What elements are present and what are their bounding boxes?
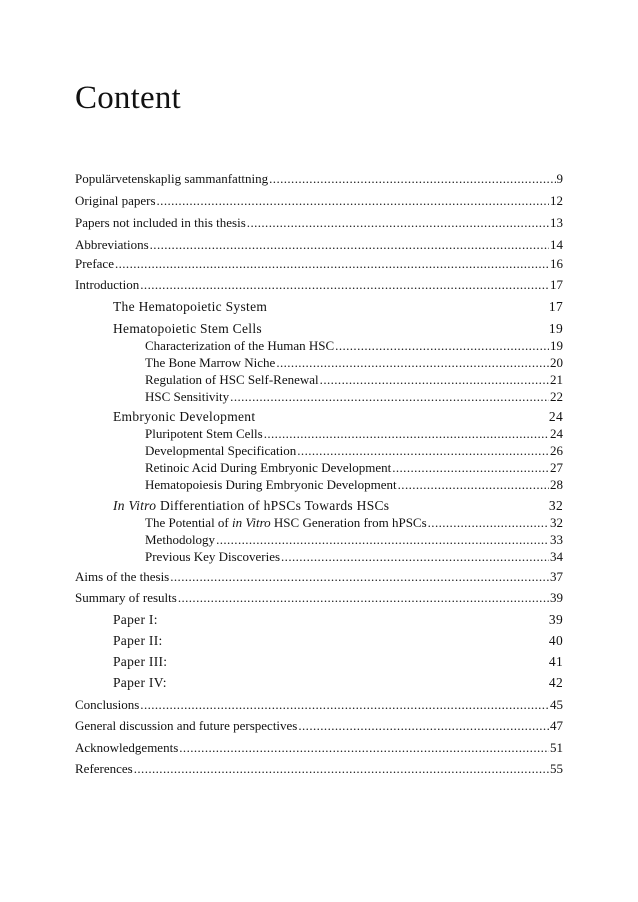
toc-entry-label: Original papers (75, 193, 156, 208)
toc-entry[interactable] (145, 532, 563, 548)
toc-entry-page-number: 21 (550, 372, 563, 387)
toc-entry-label: Regulation of HSC Self-Renewal (145, 372, 319, 387)
toc-entry-label: The Hematopoietic System (113, 299, 268, 314)
toc-entry-label: Pluripotent Stem Cells (145, 426, 263, 441)
toc-entry-page-number: 24 (550, 426, 563, 441)
dot-leader (398, 477, 549, 493)
toc-entry-label: Conclusions (75, 697, 140, 712)
toc-entry-page-number: 26 (550, 443, 563, 458)
toc-entry-page-number: 40 (548, 633, 563, 648)
toc-entry-page-number: 47 (550, 718, 563, 733)
toc-entry-page-number: 17 (548, 299, 563, 314)
toc-entry-label: Abbreviations (75, 237, 149, 252)
dot-leader (115, 256, 549, 272)
dot-leader (269, 171, 555, 187)
toc-entry-label: Paper I: (113, 612, 158, 627)
toc-entry[interactable] (113, 612, 563, 628)
toc-entry-page-number: 34 (550, 549, 563, 564)
dot-leader (150, 237, 549, 253)
toc-entry-page-number: 39 (550, 590, 563, 605)
toc-entry-label: References (75, 761, 133, 776)
toc-entry-label: In Vitro Differentiation of hPSCs Towards HSCs (113, 498, 390, 513)
toc-entry[interactable] (75, 740, 563, 756)
toc-entry[interactable] (145, 372, 563, 388)
toc-entry[interactable] (113, 409, 563, 425)
dot-leader (230, 389, 549, 405)
toc-entry-page-number: 45 (550, 697, 563, 712)
toc-entry-label: The Potential of in Vitro HSC Generation from hPSCs (145, 515, 427, 530)
dot-leader (157, 193, 549, 209)
dot-leader (140, 697, 549, 713)
toc-entry-label: Papers not included in this thesis (75, 215, 246, 230)
toc-entry-page-number: 32 (548, 498, 563, 513)
toc-entry[interactable] (145, 460, 563, 476)
toc-entry-label: Introduction (75, 277, 140, 292)
dot-leader (298, 718, 549, 734)
dot-leader (320, 372, 549, 388)
toc-entry-page-number: 24 (548, 409, 563, 424)
toc-entry[interactable] (145, 426, 563, 442)
dot-leader (170, 569, 549, 585)
toc-entry[interactable] (75, 569, 563, 585)
page-title: Content (75, 80, 181, 116)
toc-entry-page-number: 42 (548, 675, 563, 690)
toc-entry[interactable] (75, 590, 563, 606)
toc-entry-label: Populärvetenskaplig sammanfattning (75, 171, 269, 186)
toc-entry-page-number: 32 (550, 515, 563, 530)
toc-entry[interactable] (75, 193, 563, 209)
toc-entry-page-number: 22 (550, 389, 563, 404)
toc-entry-page-number: 27 (550, 460, 563, 475)
toc-entry-label: Summary of results (75, 590, 177, 605)
toc-entry-page-number: 37 (550, 569, 563, 584)
dot-leader (140, 277, 549, 293)
toc-entry[interactable] (113, 654, 563, 670)
toc-entry[interactable] (145, 389, 563, 405)
dot-leader (179, 740, 549, 756)
toc-entry-label: Characterization of the Human HSC (145, 338, 335, 353)
toc-entry-label: Previous Key Discoveries (145, 549, 281, 564)
toc-entry-label: The Bone Marrow Niche (145, 355, 276, 370)
toc-entry-page-number: 39 (548, 612, 563, 627)
toc-entry-page-number: 9 (556, 171, 563, 186)
dot-leader (134, 761, 549, 777)
toc-entry[interactable] (145, 549, 563, 565)
toc-entry-label: HSC Sensitivity (145, 389, 230, 404)
toc-entry[interactable] (75, 761, 563, 777)
toc-entry-label: General discussion and future perspectives (75, 718, 298, 733)
toc-entry[interactable] (75, 237, 563, 253)
toc-entry[interactable] (113, 299, 563, 315)
toc-entry[interactable] (75, 718, 563, 734)
dot-leader (392, 460, 549, 476)
toc-entry-label-italic: In Vitro (113, 498, 157, 513)
dot-leader (428, 515, 549, 531)
toc-entry[interactable] (145, 355, 563, 371)
toc-entry-label: Developmental Specification (145, 443, 297, 458)
toc-entry-label: Preface (75, 256, 114, 271)
toc-entry-page-number: 20 (550, 355, 563, 370)
toc-entry-label: Embryonic Development (113, 409, 256, 424)
toc-entry[interactable] (75, 215, 563, 231)
dot-leader (335, 338, 549, 354)
toc-entry-page-number: 14 (550, 237, 563, 252)
toc-entry[interactable] (145, 515, 563, 531)
toc-entry[interactable] (145, 338, 563, 354)
toc-entry-page-number: 55 (550, 761, 563, 776)
toc-entry[interactable] (113, 675, 563, 691)
toc-entry[interactable] (113, 633, 563, 649)
dot-leader (247, 215, 549, 231)
toc-entry-label: Hematopoietic Stem Cells (113, 321, 262, 336)
toc-entry-label: Hematopoiesis During Embryonic Development (145, 477, 397, 492)
toc-entry-label: Retinoic Acid During Embryonic Development (145, 460, 392, 475)
toc-entry-page-number: 33 (550, 532, 563, 547)
toc-entry-label: Paper III: (113, 654, 168, 669)
toc-entry[interactable] (145, 477, 563, 493)
dot-leader (264, 426, 549, 442)
toc-entry-page-number: 28 (550, 477, 563, 492)
dot-leader (216, 532, 549, 548)
toc-entry-label: Acknowledgements (75, 740, 179, 755)
toc-entry[interactable] (75, 171, 563, 187)
toc-entry-label-italic: in Vitro (232, 515, 271, 530)
toc-entry-label: Paper IV: (113, 675, 167, 690)
toc-entry[interactable] (75, 277, 563, 293)
toc-entry[interactable] (113, 498, 563, 514)
toc-entry-page-number: 19 (548, 321, 563, 336)
toc-entry-page-number: 51 (550, 740, 563, 755)
toc-entry-page-number: 13 (550, 215, 563, 230)
toc-entry-page-number: 16 (550, 256, 563, 271)
dot-leader (297, 443, 549, 459)
toc-entry-label: Paper II: (113, 633, 163, 648)
toc-entry-page-number: 17 (550, 277, 563, 292)
dot-leader (178, 590, 549, 606)
toc-entry-page-number: 41 (548, 654, 563, 669)
toc-entry-page-number: 12 (550, 193, 563, 208)
dot-leader (281, 549, 549, 565)
toc-entry-page-number: 19 (550, 338, 563, 353)
toc-entry[interactable] (145, 443, 563, 459)
dot-leader (276, 355, 549, 371)
toc-entry-label: Methodology (145, 532, 216, 547)
toc-entry[interactable] (113, 321, 563, 337)
toc-entry[interactable] (75, 256, 563, 272)
toc-entry[interactable] (75, 697, 563, 713)
toc-entry-label: Aims of the thesis (75, 569, 170, 584)
